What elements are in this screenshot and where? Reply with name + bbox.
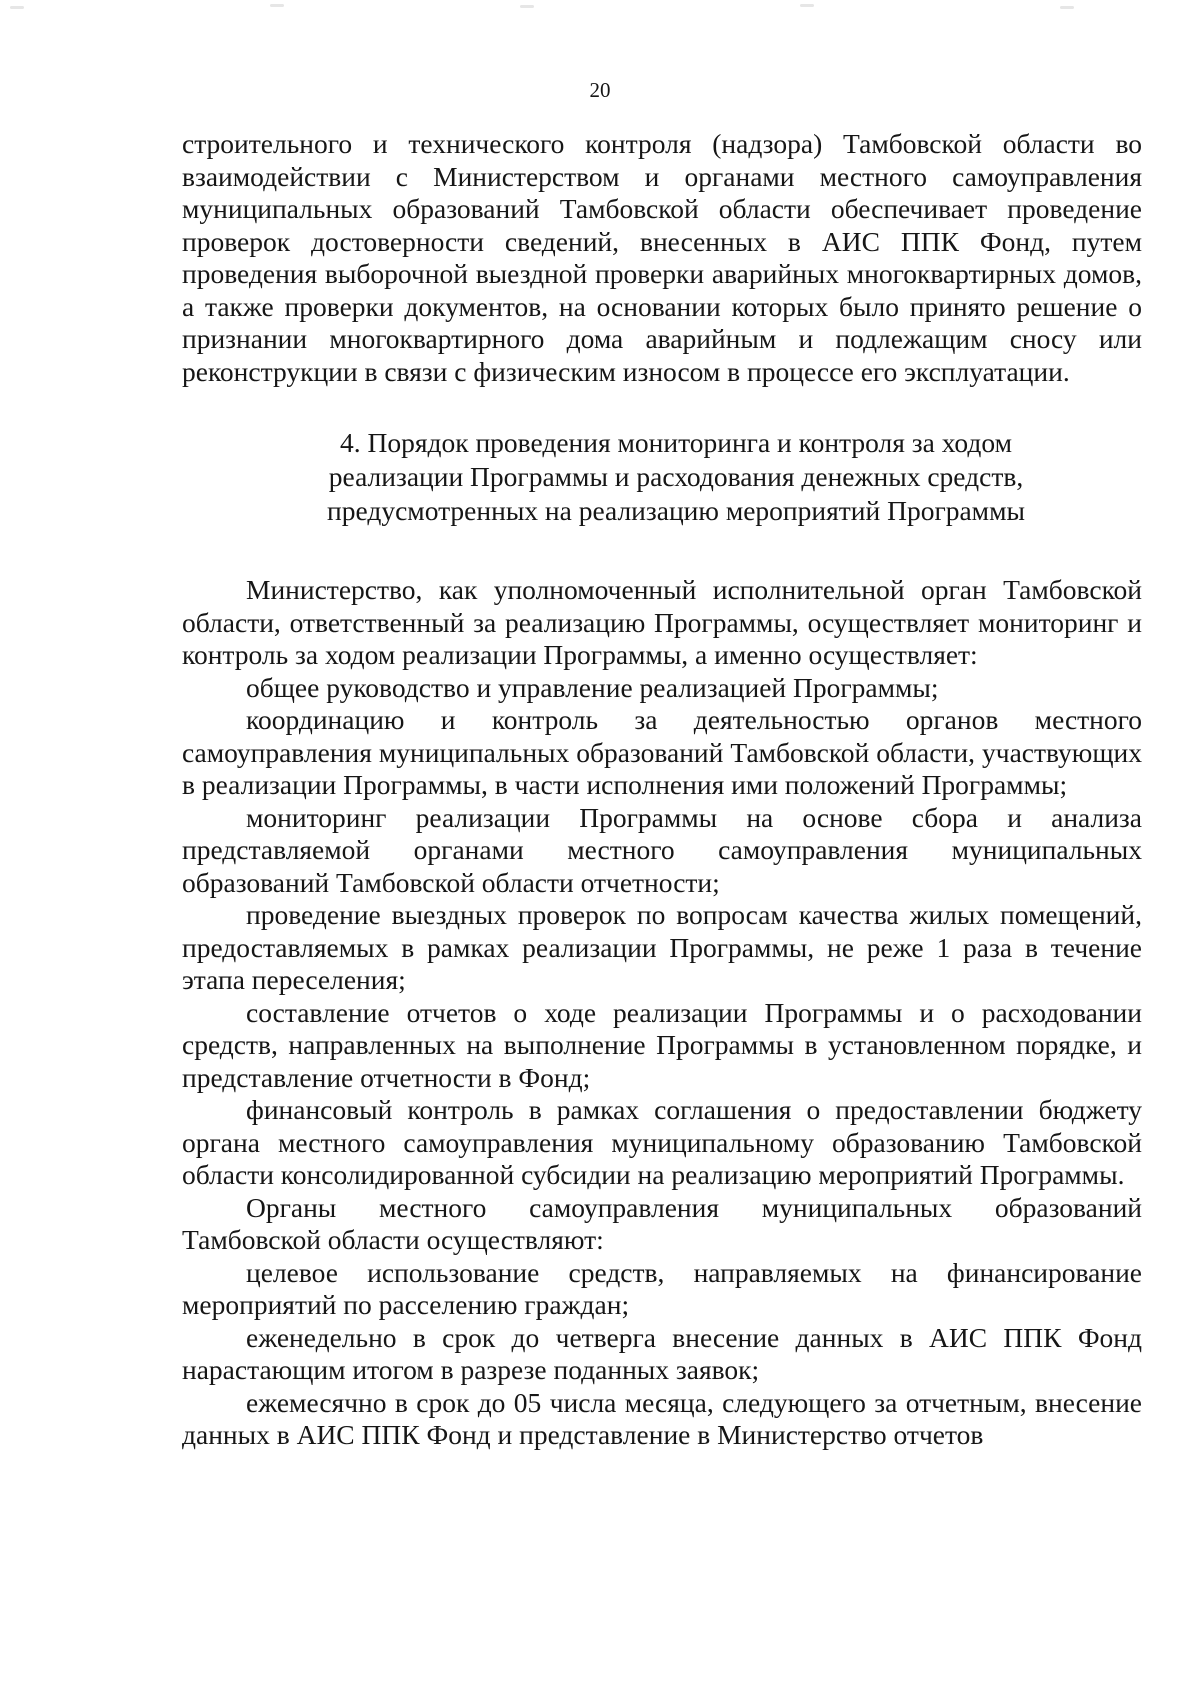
body-paragraph: общее руководство и управление реализацией Программы; <box>246 671 939 703</box>
section-heading <box>182 426 1142 528</box>
section-heading-line: 4. Порядок проведения мониторинга и контроля за ходом <box>339 427 1013 458</box>
body-paragraph: еженедельно в срок до четверга внесение данных в АИС ППК Фонд нарастающим итогом в разрезе поданных заявок; <box>182 1321 1142 1385</box>
body-paragraph: финансовый контроль в рамках соглашения о предоставлении бюджету органа местного самоуправления муниципальному образованию Тамбовской области консолидированной субсидии на реализацию мероприятий Программы. <box>182 1094 1142 1190</box>
body-paragraph: ежемесячно в срок до 05 числа месяца, следующего за отчетным, внесение данных в АИС ППК Фонд и представление в Министерство отчетов <box>182 1386 1142 1450</box>
page-number: 20 <box>589 78 611 102</box>
intro-paragraph: строительного и технического контроля (надзора) Тамбовской области во взаимодействии с Министерством и органами местного самоуправления муниципальных образований Тамбовской области обеспечивает проведение проверок достоверности сведений, внесенных в АИС ППК Фонд, путем проведения выборочной выездной проверки аварийных многоквартирных домов, а также проверки документов, на основании которых было принято решение о признании многоквартирного дома аварийным и подлежащим сносу или реконструкции в связи с физическим износом в процессе его эксплуатации. <box>182 128 1142 387</box>
document-body <box>182 128 1142 1452</box>
body-paragraph: мониторинг реализации Программы на основе сбора и анализа представляемой органами местного самоуправления муниципальных образований Тамбовской области отчетности; <box>182 801 1142 898</box>
scan-artifact <box>10 6 24 9</box>
body-paragraph: составление отчетов о ходе реализации Программы и о расходовании средств, направленных на выполнение Программы в установленном порядке, и представление отчетности в Фонд; <box>182 996 1142 1093</box>
section-heading-line: предусмотренных на реализацию мероприятий Программы <box>327 495 1025 526</box>
body-paragraph: целевое использование средств, направляемых на финансирование мероприятий по расселению граждан; <box>182 1256 1142 1320</box>
scan-artifact <box>1060 6 1074 9</box>
body-paragraph: Органы местного самоуправления муниципальных образований Тамбовской области осуществляют: <box>182 1191 1142 1255</box>
section-heading-line: реализации Программы и расходования денежных средств, <box>328 461 1024 492</box>
body-paragraph: проведение выездных проверок по вопросам качества жилых помещений, предоставляемых в рамках реализации Программы, не реже 1 раза в течение этапа переселения; <box>182 899 1142 995</box>
body-paragraph: Министерство, как уполномоченный исполнительной орган Тамбовской области, ответственный за реализацию Программы, осуществляет мониторинг и контроль за ходом реализации Программы, а именно осуществляет: <box>182 574 1142 670</box>
scan-artifact <box>270 4 284 7</box>
body-paragraph: координацию и контроль за деятельностью органов местного самоуправления муниципальных образований Тамбовской области, участвующих в реализации Программы, в части исполнения ими положений Программы; <box>182 704 1142 800</box>
scan-artifact <box>520 5 534 8</box>
scan-artifact <box>800 4 814 7</box>
